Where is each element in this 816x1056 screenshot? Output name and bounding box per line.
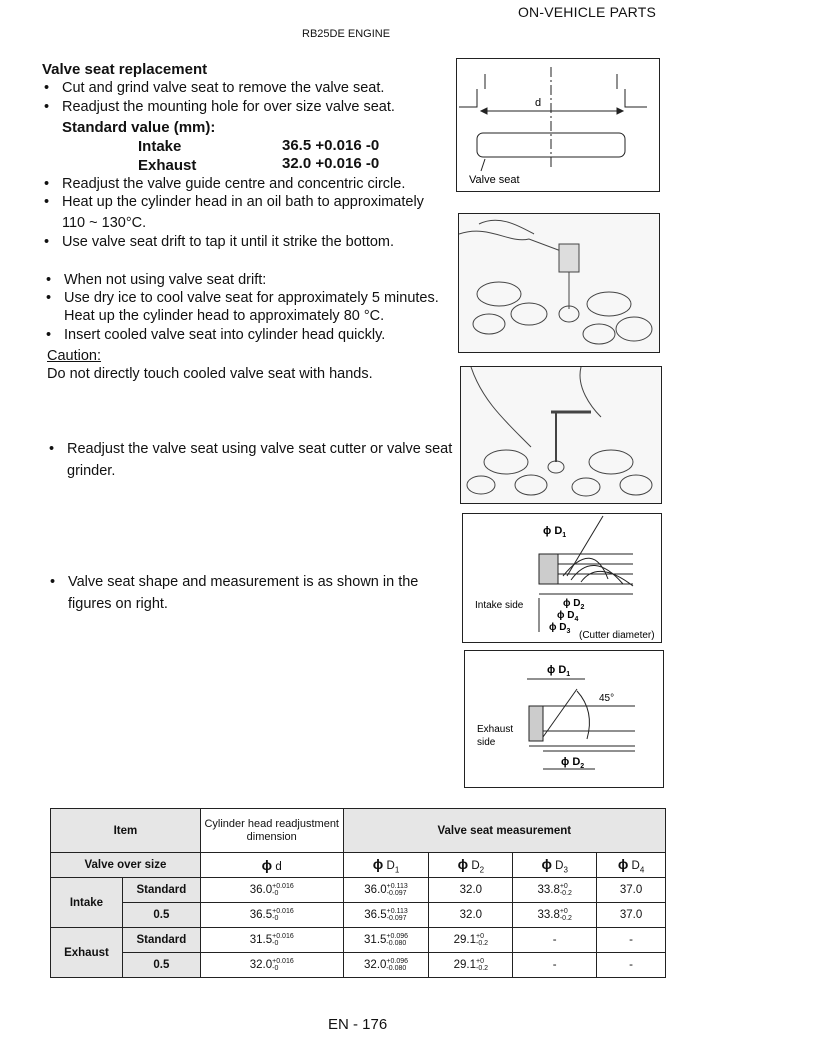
text-grinder: grinder.: [67, 463, 116, 479]
section-header: ON-VEHICLE PARTS: [517, 4, 656, 20]
caution-label: Caution:: [47, 348, 102, 364]
size-cell: Standard: [122, 878, 200, 903]
d1-cell: 32.0+0.096 -0.080: [343, 953, 429, 978]
fig4-d1: ϕ $D_1$: [543, 525, 567, 539]
bullet-cut-grind: • Cut and grind valve seat to remove the valve seat.: [44, 80, 385, 96]
d4-cell: -: [597, 953, 666, 978]
col-d2-header: ϕ $D_2$: [429, 853, 513, 878]
exhaust-group-cell: Exhaust: [51, 928, 123, 978]
text-heat-80: Heat up the cylinder head to approximately 80 °C.: [64, 308, 385, 324]
bullet-heat-oil: • Heat up the cylinder head in an oil bath to approximately: [44, 194, 424, 210]
d1-cell: 36.0+0.113 -0.097: [343, 878, 429, 903]
size-cell: Standard: [122, 928, 200, 953]
d-dimension-label: d: [535, 97, 542, 109]
table-row: [51, 903, 666, 928]
intake-seat-drawing: [463, 514, 661, 642]
fig5-d2: ϕ $D_2$: [561, 756, 585, 770]
d3-cell: 33.8+0 -0.2: [513, 878, 597, 903]
d4-cell: 37.0: [597, 903, 666, 928]
standard-value-label: Standard value (mm):: [62, 119, 216, 136]
intake-value: 36.5 +0.016 -0: [282, 137, 380, 154]
d4-cell: 37.0: [597, 878, 666, 903]
fig5-d1: ϕ $D_1$: [547, 664, 571, 678]
d3-cell: -: [513, 928, 597, 953]
d-cell: 36.5+0.016 -0: [200, 903, 343, 928]
valve-seat-hole-drawing: [457, 59, 659, 191]
exhaust-seat-shape-figure: [464, 650, 664, 788]
d2-cell: 29.1+0 -0.2: [429, 953, 513, 978]
col-d-header: ϕ d: [200, 853, 343, 878]
intake-seat-shape-figure: [462, 513, 662, 643]
angle-45-label: 45°: [599, 693, 615, 704]
table-row: [51, 953, 666, 978]
exhaust-label-line1: Exhaust: [477, 724, 514, 735]
fig4-d4: ϕ $D_4$: [557, 610, 579, 623]
bullet-readjust-hole: • Readjust the mounting hole for over size valve seat.: [44, 99, 395, 115]
d2-cell: 32.0: [429, 878, 513, 903]
d3-cell: 33.8+0 -0.2: [513, 903, 597, 928]
bullet-dry-ice: • Use dry ice to cool valve seat for approximately 5 minutes.: [46, 290, 439, 306]
intake-side-label: Intake side: [475, 600, 524, 611]
bullet-insert: • Insert cooled valve seat into cylinder head quickly.: [46, 327, 386, 343]
over-size-header: Valve over size: [51, 853, 201, 878]
page-title: Valve seat replacement: [42, 61, 208, 78]
col-d3-header: ϕ $D_3$: [513, 853, 597, 878]
exhaust-label: Exhaust: [138, 157, 197, 174]
engine-header: RB25DE ENGINE: [302, 28, 391, 40]
valve-seat-hole-figure: [456, 58, 660, 192]
table-row: [51, 878, 666, 903]
text-shape-figures: figures on right.: [68, 596, 168, 612]
exhaust-value: 32.0 +0.016 -0: [282, 155, 380, 172]
cutter-photo-figure: [460, 366, 662, 504]
fig4-d3: ϕ $D_3$: [549, 622, 571, 635]
bullet-shape: • Valve seat shape and measurement is as shown in the: [50, 574, 419, 590]
drift-illustration: [459, 214, 659, 352]
cyl-head-header: Cylinder head readjustment dimension: [200, 809, 343, 853]
measurement-header: Valve seat measurement: [343, 809, 665, 853]
col-d1-header: ϕ $D_1$: [343, 853, 429, 878]
d-cell: 32.0+0.016 -0: [200, 953, 343, 978]
d3-cell: -: [513, 953, 597, 978]
table-row: [51, 928, 666, 953]
text-temp-range: 110 ~ 130°C.: [62, 215, 147, 231]
d2-cell: 29.1+0 -0.2: [429, 928, 513, 953]
cutter-diameter-note: (Cutter diameter): [579, 630, 655, 641]
bullet-cutter: • Readjust the valve seat using valve seat cutter or valve seat: [49, 441, 453, 457]
bullet-no-drift: • When not using valve seat drift:: [46, 272, 267, 288]
d1-cell: 36.5+0.113 -0.097: [343, 903, 429, 928]
bullet-drift: • Use valve seat drift to tap it until it strike the bottom.: [44, 234, 395, 250]
page-number: EN - 176: [328, 1016, 388, 1033]
drift-photo-figure: [458, 213, 660, 353]
col-d4-header: ϕ $D_4$: [597, 853, 666, 878]
size-cell: 0.5: [122, 953, 200, 978]
d4-cell: -: [597, 928, 666, 953]
d1-cell: 31.5+0.096 -0.080: [343, 928, 429, 953]
item-header: Item: [51, 809, 201, 853]
size-cell: 0.5: [122, 903, 200, 928]
d-cell: 36.0+0.016 -0: [200, 878, 343, 903]
bullet-guide-centre: • Readjust the valve guide centre and concentric circle.: [44, 176, 406, 192]
valve-seat-spec-table: [50, 808, 666, 978]
valve-seat-caption: Valve seat: [469, 174, 520, 186]
d-cell: 31.5+0.016 -0: [200, 928, 343, 953]
exhaust-label-line2: side: [477, 737, 496, 748]
d2-cell: 32.0: [429, 903, 513, 928]
exhaust-seat-drawing: [465, 651, 663, 787]
cutter-illustration: [461, 367, 661, 503]
intake-label: Intake: [138, 138, 182, 155]
intake-group-cell: Intake: [51, 878, 123, 928]
caution-text: Do not directly touch cooled valve seat with hands.: [47, 366, 373, 382]
fig4-d2: ϕ $D_2$: [563, 598, 585, 611]
